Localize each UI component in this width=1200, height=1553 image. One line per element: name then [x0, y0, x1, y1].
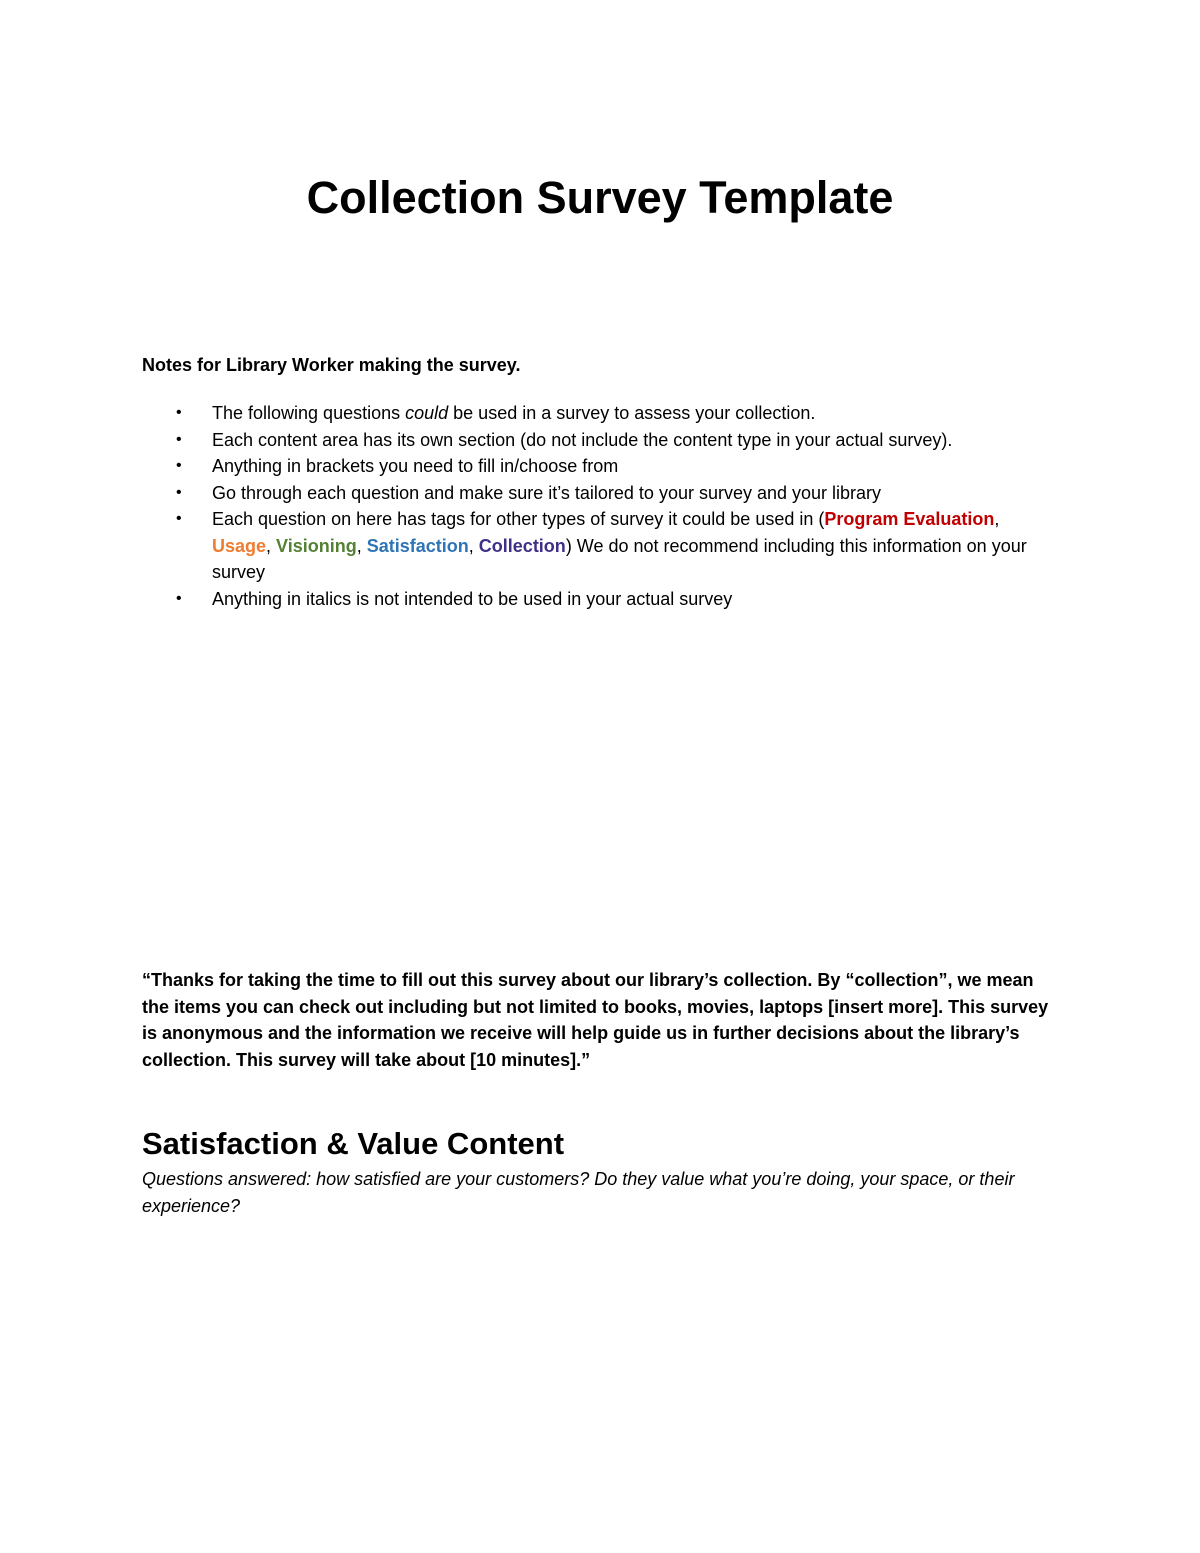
list-item: [142, 480, 1042, 507]
notes-list: [142, 400, 1042, 612]
list-item-text: Each question on here has tags for other types of survey it could be used in (: [212, 509, 825, 529]
tag-collection: Collection: [478, 535, 566, 556]
list-item-text: The following questions: [212, 403, 406, 423]
list-item-text: ) We do not recommend including this information on your survey: [212, 535, 1027, 582]
bullet-icon: •: [176, 457, 182, 474]
section-description: Questions answered: how satisfied are your customers? Do they value what you’re doing, your space, or their experience?: [142, 1169, 1015, 1216]
notes-heading: Notes for Library Worker making the survey.: [142, 355, 521, 375]
separator: ,: [994, 509, 1000, 529]
separator: ,: [266, 535, 277, 556]
list-item: [142, 427, 1042, 454]
list-item: [142, 506, 1042, 586]
tag-usage: Usage: [212, 535, 267, 556]
bullet-icon: •: [176, 404, 182, 421]
list-item-text: be used in a survey to assess your collection.: [448, 403, 816, 423]
list-item: [142, 586, 1042, 613]
bullet-icon: •: [176, 510, 182, 527]
page-title: Collection Survey Template: [306, 172, 894, 223]
list-item-text: Go through each question and make sure it’s tailored to your survey and your library: [212, 482, 882, 503]
list-item-text: Anything in italics is not intended to be used in your actual survey: [212, 588, 733, 609]
list-item: [142, 400, 1042, 427]
tag-program-evaluation: Program Evaluation: [824, 509, 995, 529]
bullet-icon: •: [176, 430, 182, 448]
tag-visioning: Visioning: [276, 535, 357, 556]
list-item-text: Anything in brackets you need to fill in/choose from: [212, 456, 619, 476]
intro-quote: “Thanks for taking the time to fill out this survey about our library’s collection. By “collection”, we mean the items you can check out including but not limited to books, movies, laptops [insert more]. This survey is anonymous and the information we receive will help guide us in further decisions about the library’s collection. This survey will take about [10 minutes].”: [142, 970, 1049, 1070]
list-item-text: Each content area has its own section (do not include the content type in your actual survey).: [212, 429, 953, 450]
list-item-emphasis: could: [405, 403, 449, 423]
section-heading: Satisfaction & Value Content: [142, 1126, 565, 1161]
separator: ,: [356, 535, 367, 556]
list-item: [142, 453, 1042, 480]
separator: ,: [468, 535, 479, 556]
bullet-icon: •: [176, 483, 182, 501]
bullet-icon: •: [176, 589, 182, 607]
tag-satisfaction: Satisfaction: [366, 535, 469, 556]
